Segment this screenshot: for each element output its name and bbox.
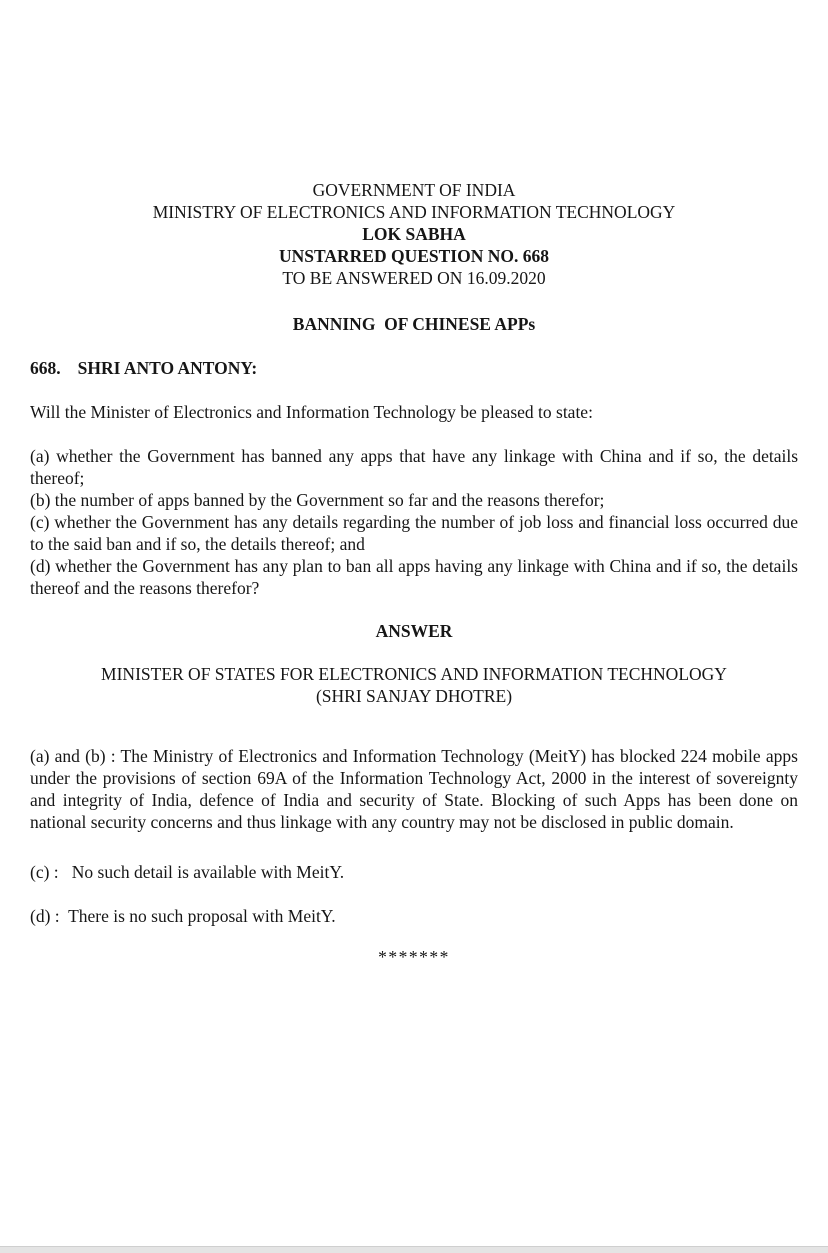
question-member-name: SHRI ANTO ANTONY: — [77, 358, 258, 378]
answer-part-d: (d) : There is no such proposal with MeitY. — [30, 906, 336, 926]
question-number-line — [30, 357, 798, 379]
minister-title: MINISTER OF STATES FOR ELECTRONICS AND INFORMATION TECHNOLOGY — [101, 664, 727, 684]
question-item-d: (d) whether the Government has any plan to ban all apps having any linkage with China and if so, the details thereof and the reasons therefor? — [30, 556, 798, 598]
subject-title: BANNING OF CHINESE APPs — [292, 314, 536, 334]
answer-heading: ANSWER — [375, 621, 453, 641]
question-items — [30, 445, 798, 599]
end-marker-asterisks: ******* — [378, 947, 450, 967]
answer-part-ab: (a) and (b) : The Ministry of Electronics and Information Technology (MeitY) has blocked 224 mobile apps under the provisions of section 69A of the Information Technology Act, 2000 in the interest of sovereignty and integrity of India, defence of India and security of State. Blocking of such Apps has been done on national security concerns and thus linkage with any country may not be disclosed in public domain. — [30, 746, 798, 832]
answer-part-c: (c) : No such detail is available with MeitY. — [30, 862, 345, 882]
minister-block — [30, 663, 798, 707]
header-question-no-line: UNSTARRED QUESTION NO. 668 — [279, 246, 549, 266]
header-ministry-line: MINISTRY OF ELECTRONICS AND INFORMATION TECHNOLOGY — [152, 202, 676, 222]
document-content — [30, 0, 798, 968]
header-answer-date-line: TO BE ANSWERED ON 16.09.2020 — [282, 268, 546, 288]
bottom-scrollbar-track[interactable] — [0, 1246, 828, 1253]
question-number: 668. — [30, 358, 61, 378]
question-item-a: (a) whether the Government has banned any apps that have any linkage with China and if so, the details thereof; — [30, 446, 798, 488]
question-item-c: (c) whether the Government has any details regarding the number of job loss and financial loss occurred due to the said ban and if so, the details thereof; and — [30, 512, 798, 554]
question-intro: Will the Minister of Electronics and Information Technology be pleased to state: — [30, 402, 593, 422]
header-house-line: LOK SABHA — [362, 224, 466, 244]
header-government-of-india: GOVERNMENT OF INDIA — [312, 180, 516, 200]
document-header — [30, 179, 798, 289]
question-item-b: (b) the number of apps banned by the Government so far and the reasons therefor; — [30, 490, 605, 510]
minister-name: (SHRI SANJAY DHOTRE) — [315, 686, 513, 706]
